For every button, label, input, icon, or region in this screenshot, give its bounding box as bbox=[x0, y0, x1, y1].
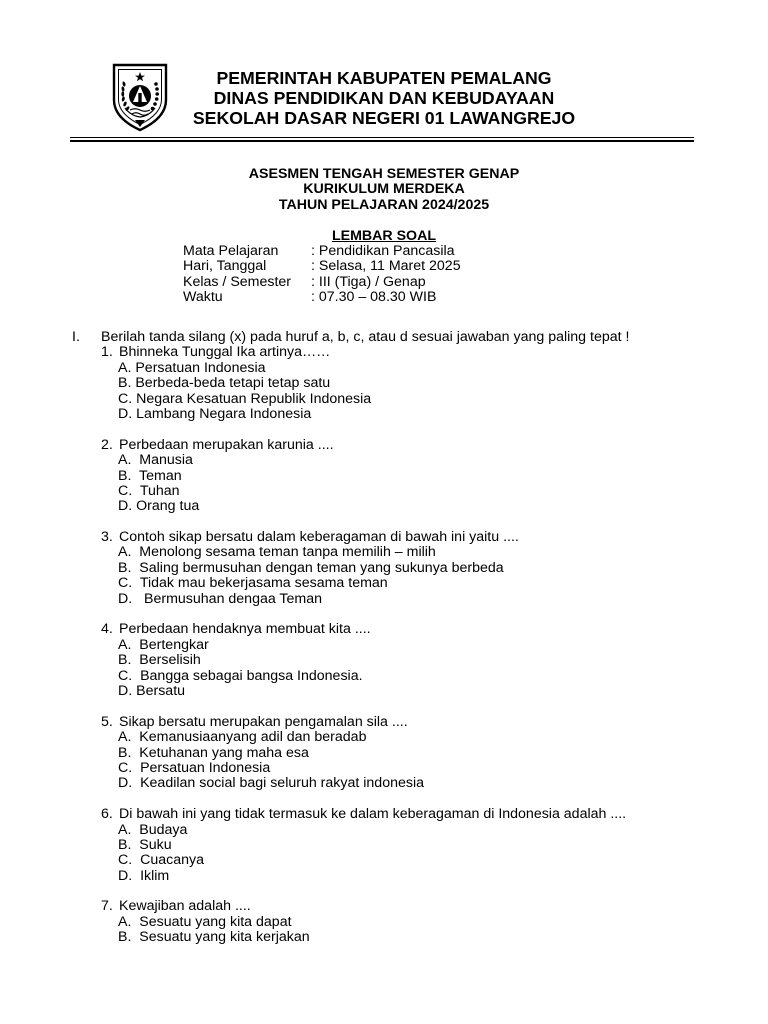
answer-option: C. Bangga sebagai bangsa Indonesia. bbox=[118, 667, 363, 684]
question-text: Sikap bersatu merupakan pengamalan sila .... bbox=[119, 713, 408, 730]
question-number: 2. bbox=[101, 436, 113, 453]
answer-option: A. Bertengkar bbox=[118, 636, 209, 653]
answer-option: D. Keadilan social bagi seluruh rakyat indonesia bbox=[118, 775, 425, 792]
question-stem bbox=[101, 622, 712, 637]
answer-option: C. Tidak mau bekerjasama sesama teman bbox=[118, 575, 388, 592]
info-value: : III (Tiga) / Genap bbox=[311, 273, 426, 290]
question-text: Di bawah ini yang tidak termasuk ke dalam keberagaman di Indonesia adalah .... bbox=[119, 806, 627, 823]
question-stem bbox=[101, 438, 712, 453]
question-1 bbox=[101, 345, 712, 422]
question-stem bbox=[101, 345, 712, 360]
section-header bbox=[72, 330, 712, 345]
answer-option: B. Saling bermusuhan dengan teman yang sukunya berbeda bbox=[118, 559, 504, 576]
government-name: PEMERINTAH KABUPATEN PEMALANG bbox=[216, 68, 552, 88]
info-label: Hari, Tanggal bbox=[183, 258, 267, 275]
question-6 bbox=[101, 807, 712, 884]
answer-option: B. Teman bbox=[118, 467, 182, 484]
answer-option: C. Negara Kesatuan Republik Indonesia bbox=[118, 390, 372, 407]
answer-option: B. Sesuatu yang kita kerjakan bbox=[118, 929, 310, 946]
question-number: 3. bbox=[101, 529, 113, 546]
answer-option: D. Orang tua bbox=[118, 498, 200, 515]
question-stem bbox=[101, 715, 712, 730]
question-list bbox=[101, 345, 712, 945]
question-number: 7. bbox=[101, 898, 113, 915]
answer-option: B. Ketuhanan yang maha esa bbox=[118, 744, 309, 761]
exam-title bbox=[0, 167, 768, 213]
info-label: Mata Pelajaran bbox=[183, 243, 279, 259]
question-3 bbox=[101, 530, 712, 607]
answer-option: A. Kemanusiaanyang adil dan beradab bbox=[118, 729, 367, 746]
section-instruction: Berilah tanda silang (x) pada huruf a, b, c, atau d sesuai jawaban yang paling tepat ! bbox=[101, 329, 630, 345]
info-row-subject bbox=[183, 244, 461, 259]
question-stem bbox=[101, 899, 712, 914]
question-text: Contoh sikap bersatu dalam keberagaman di bawah ini yaitu .... bbox=[119, 529, 519, 546]
sheet-label bbox=[0, 229, 768, 244]
letterhead-divider-thick bbox=[70, 140, 694, 142]
question-number: 1. bbox=[101, 344, 113, 361]
question-stem bbox=[101, 807, 712, 822]
sheet-label-text: LEMBAR SOAL bbox=[331, 227, 437, 244]
info-row-class bbox=[183, 275, 461, 290]
question-4 bbox=[101, 622, 712, 699]
answer-option: C. Tuhan bbox=[118, 482, 180, 499]
info-value: : 07.30 – 08.30 WIB bbox=[311, 289, 437, 306]
answer-option: D. Lambang Negara Indonesia bbox=[118, 405, 312, 422]
info-row-date bbox=[183, 259, 461, 274]
question-number: 5. bbox=[101, 713, 113, 730]
info-value: : Selasa, 11 Maret 2025 bbox=[311, 258, 461, 275]
answer-option: A. Budaya bbox=[118, 821, 188, 838]
info-label: Waktu bbox=[183, 289, 223, 306]
question-text: Perbedaan merupakan karunia .... bbox=[119, 436, 334, 453]
question-5 bbox=[101, 715, 712, 792]
answer-option: C. Cuacanya bbox=[118, 852, 204, 869]
section-number: I. bbox=[72, 329, 80, 345]
answer-option: A. Persatuan Indonesia bbox=[118, 359, 266, 376]
info-label: Kelas / Semester bbox=[183, 273, 292, 290]
info-value: : Pendidikan Pancasila bbox=[311, 243, 455, 259]
question-stem bbox=[101, 530, 712, 545]
question-number: 6. bbox=[101, 806, 113, 823]
exam-info-table bbox=[183, 244, 461, 306]
info-row-time bbox=[183, 290, 461, 305]
curriculum-line: KURIKULUM MERDEKA bbox=[303, 181, 465, 198]
exam-body bbox=[72, 330, 712, 946]
letterhead bbox=[0, 68, 768, 128]
answer-option: A. Menolong sesama teman tanpa memilih – milih bbox=[118, 544, 436, 561]
answer-option: C. Persatuan Indonesia bbox=[118, 759, 271, 776]
answer-option: B. Berselisih bbox=[118, 652, 201, 669]
department-name: DINAS PENDIDIKAN DAN KEBUDAYAAN bbox=[213, 88, 555, 108]
letterhead-divider-thin bbox=[70, 137, 694, 138]
answer-option: D. Iklim bbox=[118, 867, 170, 884]
question-text: Kewajiban adalah .... bbox=[119, 898, 251, 915]
answer-option: D. Bermusuhan dengaa Teman bbox=[118, 590, 323, 607]
answer-option: B. Berbeda-beda tetapi tetap satu bbox=[118, 375, 331, 392]
academic-year-line: TAHUN PELAJARAN 2024/2025 bbox=[278, 196, 490, 213]
question-text: Perbedaan hendaknya membuat kita .... bbox=[119, 621, 371, 638]
question-number: 4. bbox=[101, 621, 113, 638]
question-text: Bhinneka Tunggal Ika artinya…… bbox=[119, 344, 331, 361]
answer-option: A. Manusia bbox=[118, 452, 193, 469]
answer-option: B. Suku bbox=[118, 836, 172, 853]
exam-title-line: ASESMEN TENGAH SEMESTER GENAP bbox=[248, 166, 520, 182]
answer-option: D. Bersatu bbox=[118, 682, 186, 699]
school-name: SEKOLAH DASAR NEGERI 01 LAWANGREJO bbox=[192, 108, 576, 128]
question-7 bbox=[101, 899, 712, 945]
question-2 bbox=[101, 438, 712, 515]
answer-option: A. Sesuatu yang kita dapat bbox=[118, 913, 292, 930]
